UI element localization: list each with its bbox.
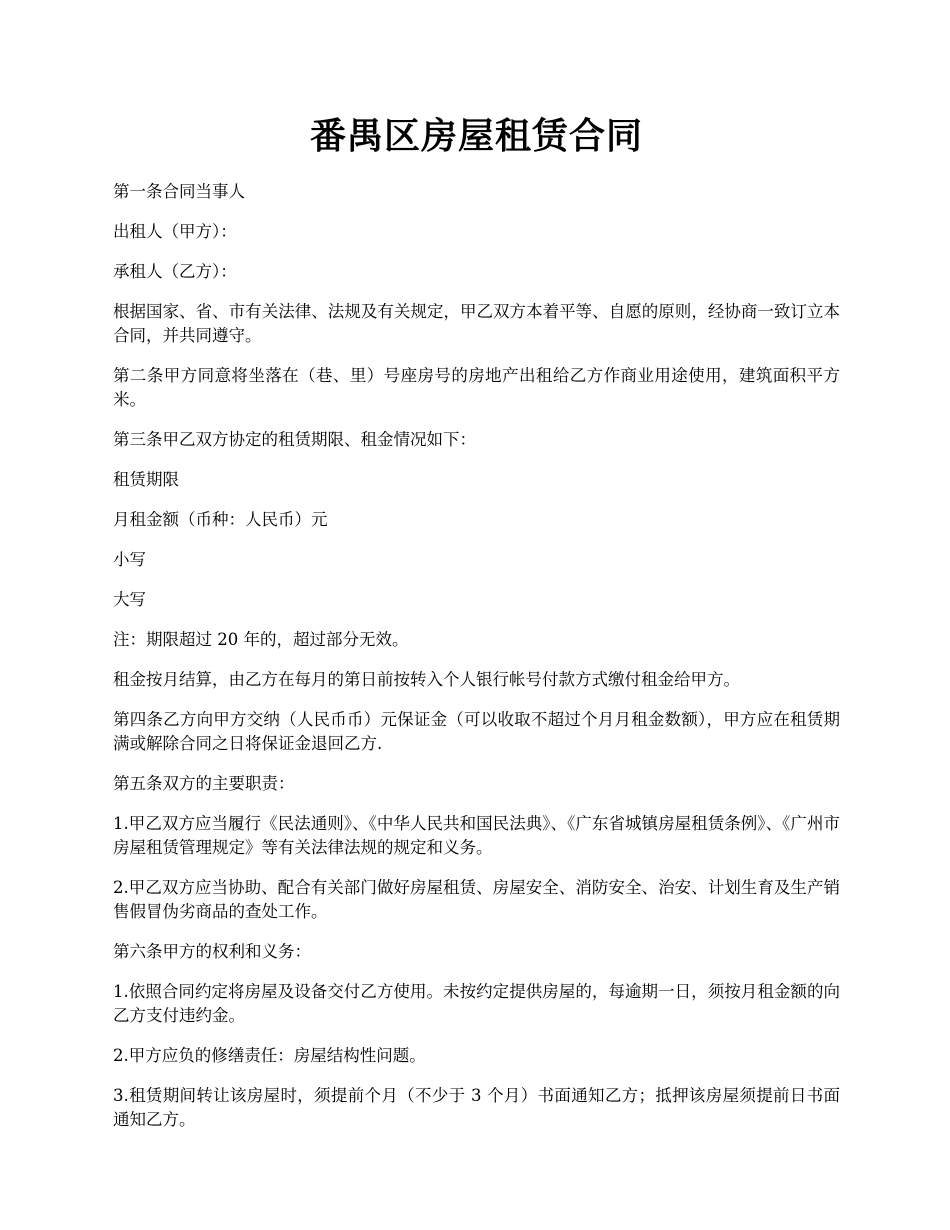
paragraph-article-1: 第一条合同当事人 bbox=[113, 182, 245, 201]
paragraph-article-6-item-2: 2.甲方应负的修缮责任：房屋结构性问题。 bbox=[113, 1046, 426, 1065]
document-body bbox=[113, 180, 840, 1148]
paragraph-article-6: 第六条甲方的权利和义务： bbox=[113, 942, 311, 961]
paragraph-amount-lowercase: 小写 bbox=[113, 550, 146, 569]
paragraph-note: 注：期限超过 20 年的，超过部分无效。 bbox=[113, 630, 409, 649]
paragraph-article-6-item-3: 3.租赁期间转让该房屋时，须提前个月（不少于 3 个月）书面通知乙方；抵押该房屋须提前日书面通知乙方。 bbox=[113, 1086, 840, 1129]
paragraph-rent-payment: 租金按月结算，由乙方在每月的第日前按转入个人银行帐号付款方式缴付租金给甲方。 bbox=[113, 670, 740, 689]
paragraph-article-5: 第五条双方的主要职责： bbox=[113, 774, 295, 793]
paragraph-article-4: 第四条乙方向甲方交纳（人民币币）元保证金（可以收取不超过个月月租金数额），甲方应在租赁期满或解除合同之日将保证金退回乙方. bbox=[113, 710, 840, 753]
paragraph-article-2: 第二条甲方同意将坐落在（巷、里）号座房号的房地产出租给乙方作商业用途使用，建筑面积平方米。 bbox=[113, 366, 840, 409]
paragraph-lessee: 承租人（乙方）： bbox=[113, 262, 237, 281]
paragraph-article-3: 第三条甲乙双方协定的租赁期限、租金情况如下： bbox=[113, 430, 476, 449]
paragraph-monthly-rent: 月租金额（币种：人民币）元 bbox=[113, 510, 328, 529]
paragraph-article-6-item-1: 1.依照合同约定将房屋及设备交付乙方使用。未按约定提供房屋的，每逾期一日，须按月租金额的向乙方支付违约金。 bbox=[113, 982, 840, 1025]
document-title: 番禺区房屋租赁合同 bbox=[309, 115, 643, 157]
paragraph-article-5-item-1: 1.甲乙双方应当履行《民法通则》、《中华人民共和国民法典》、《广东省城镇房屋租赁条例》、《广州市房屋租赁管理规定》等有关法律法规的规定和义务。 bbox=[113, 814, 840, 857]
paragraph-lessor: 出租人（甲方）： bbox=[113, 222, 237, 241]
paragraph-article-5-item-2: 2.甲乙双方应当协助、配合有关部门做好房屋租赁、房屋安全、消防安全、治安、计划生育及生产销售假冒伪劣商品的查处工作。 bbox=[113, 878, 840, 921]
paragraph-amount-uppercase: 大写 bbox=[113, 590, 146, 609]
paragraph-preamble: 根据国家、省、市有关法律、法规及有关规定，甲乙双方本着平等、自愿的原则，经协商一致订立本合同，并共同遵守。 bbox=[113, 302, 840, 345]
paragraph-lease-term: 租赁期限 bbox=[113, 470, 179, 489]
